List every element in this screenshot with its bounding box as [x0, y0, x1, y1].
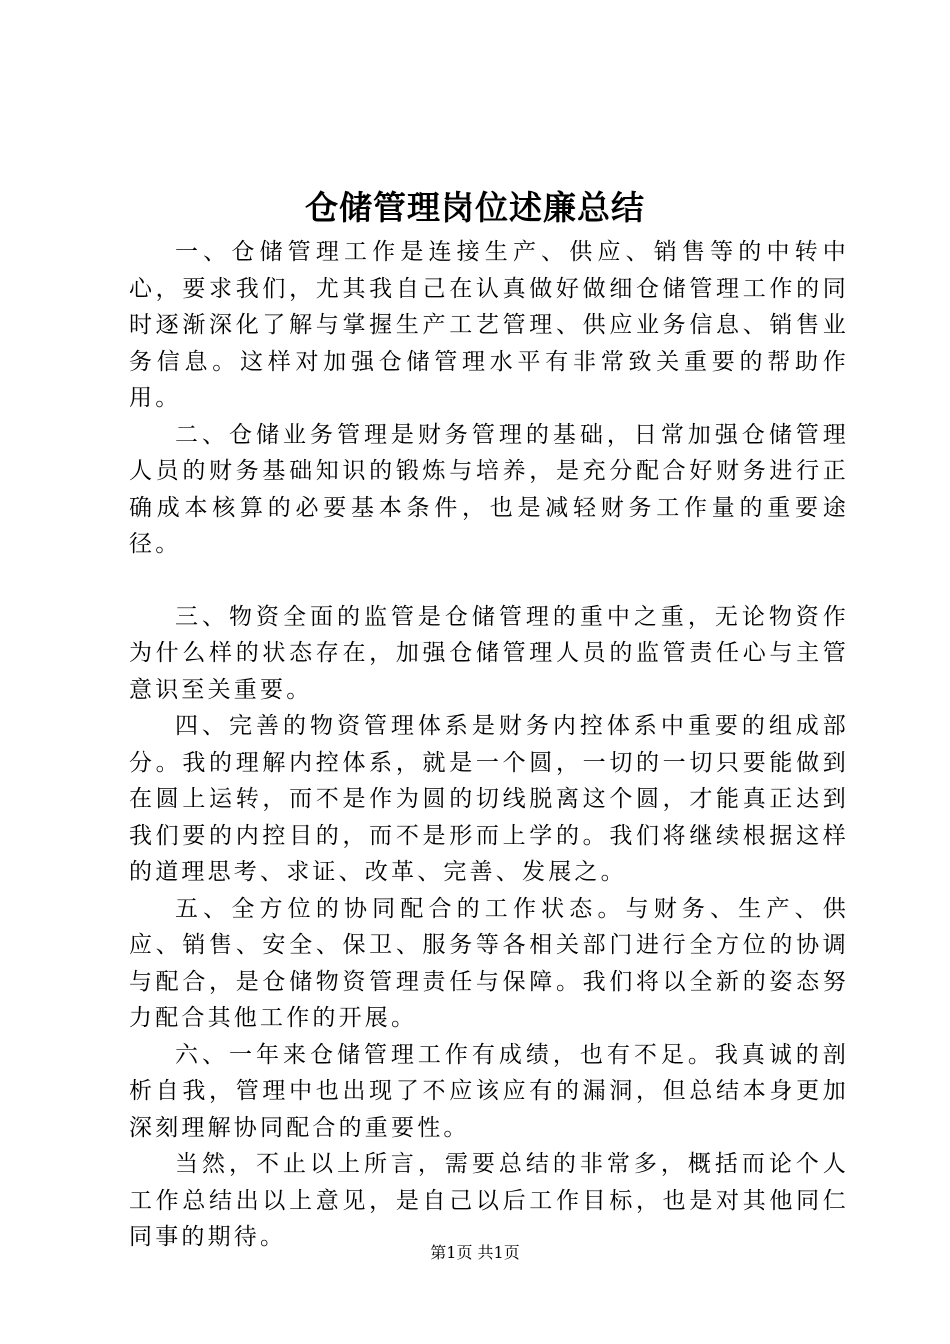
- paragraph-4: 四、完善的物资管理体系是财务内控体系中重要的组成部分。我的理解内控体系，就是一个圆，一切的一切只要能做到在圆上运转，而不是作为圆的切线脱离这个圆，才能真正达到我们要的内控目的，而不是形而上学的。我们将继续根据这样的道理思考、求证、改革、完善、发展之。: [129, 713, 849, 885]
- paragraph-1: 一、仓储管理工作是连接生产、供应、销售等的中转中心，要求我们，尤其我自己在认真做好做细仓储管理工作的同时逐渐深化了解与掌握生产工艺管理、供应业务信息、销售业务信息。这样对加强仓储管理水平有非常致关重要的帮助作用。: [129, 239, 849, 411]
- paragraph-6: 六、一年来仓储管理工作有成绩，也有不足。我真诚的剖析自我，管理中也出现了不应该应有的漏洞，但总结本身更加深刻理解协同配合的重要性。: [129, 1041, 849, 1141]
- paragraph-7: 当然，不止以上所言，需要总结的非常多，概括而论个人工作总结出以上意见，是自己以后工作目标，也是对其他同仁同事的期待。: [129, 1151, 849, 1250]
- document-body: [129, 234, 849, 1256]
- page-footer: 第1页 共1页: [430, 1243, 520, 1262]
- document-title: 仓储管理岗位述廉总结: [305, 188, 645, 227]
- paragraph-5: 五、全方位的协同配合的工作状态。与财务、生产、供应、销售、安全、保卫、服务等各相关部门进行全方位的协调与配合，是仓储物资管理责任与保障。我们将以全新的姿态努力配合其他工作的开展。: [129, 895, 849, 1031]
- paragraph-2: 二、仓储业务管理是财务管理的基础，日常加强仓储管理人员的财务基础知识的锻炼与培养，是充分配合好财务进行正确成本核算的必要基本条件，也是减轻财务工作量的重要途径。: [129, 421, 849, 557]
- paragraph-3: 三、物资全面的监管是仓储管理的重中之重，无论物资作为什么样的状态存在，加强仓储管理人员的监管责任心与主管意识至关重要。: [129, 603, 849, 703]
